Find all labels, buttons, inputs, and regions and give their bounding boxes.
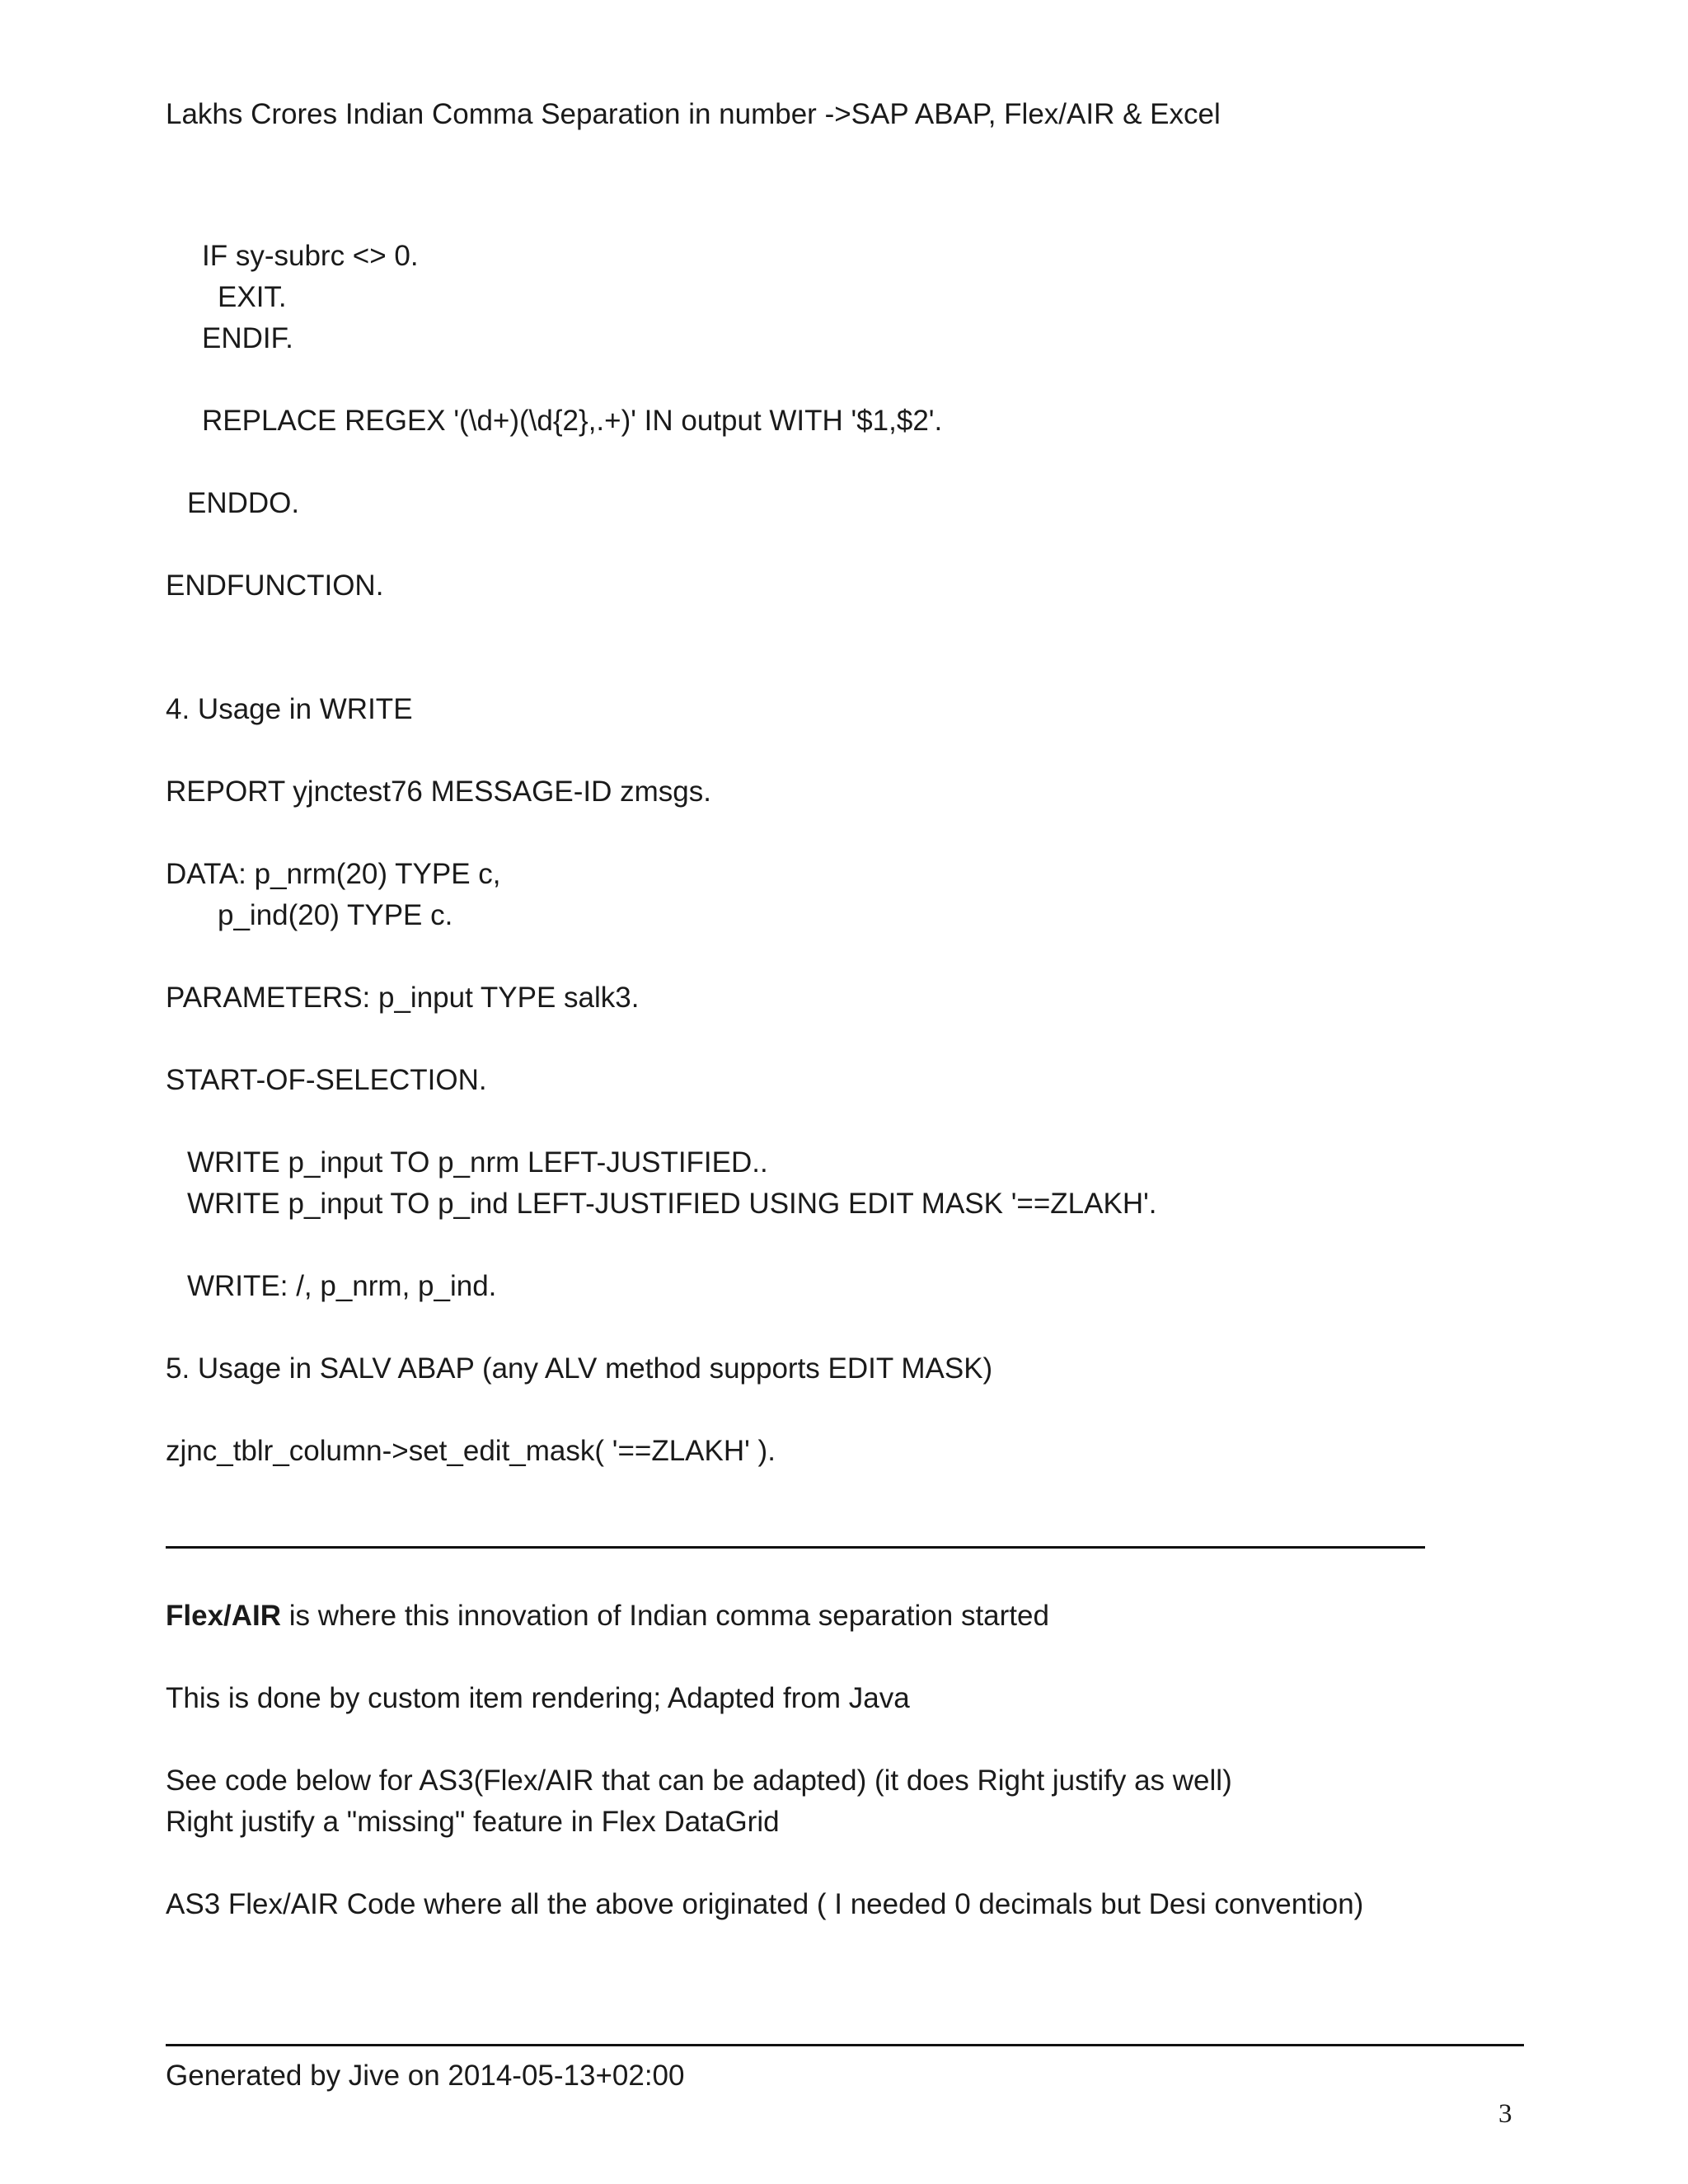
- footer-generated-text: Generated by Jive on 2014-05-13+02:00: [166, 2060, 685, 2092]
- code-endfunction: ENDFUNCTION.: [166, 569, 384, 602]
- page-number: 3: [1498, 2099, 1512, 2129]
- section-divider: [166, 1546, 1425, 1549]
- right-justify-text: Right justify a "missing" feature in Flex DataGrid: [166, 1806, 780, 1838]
- usage-salv-heading: 5. Usage in SALV ABAP (any ALV method supports EDIT MASK): [166, 1352, 993, 1385]
- code-report: REPORT yjnctest76 MESSAGE-ID zmsgs.: [166, 776, 711, 808]
- code-write-output: WRITE: /, p_nrm, p_ind.: [187, 1270, 497, 1302]
- code-replace-regex: REPLACE REGEX '(\d+)(\d{2},.+)' IN output WITH '$1,$2'.: [202, 405, 943, 437]
- code-data-decl-2: p_ind(20) TYPE c.: [218, 899, 453, 931]
- code-parameters: PARAMETERS: p_input TYPE salk3.: [166, 982, 640, 1014]
- code-enddo: ENDDO.: [187, 487, 300, 519]
- page-header-title: Lakhs Crores Indian Comma Separation in number ->SAP ABAP, Flex/AIR & Excel: [166, 98, 1221, 130]
- code-write-ind: WRITE p_input TO p_ind LEFT-JUSTIFIED USING EDIT MASK '==ZLAKH'.: [187, 1188, 1157, 1220]
- flex-air-paragraph: [166, 1599, 1049, 1633]
- code-set-edit-mask: zjnc_tblr_column->set_edit_mask( '==ZLAKH' ).: [166, 1435, 776, 1467]
- usage-write-heading: 4. Usage in WRITE: [166, 693, 413, 725]
- see-code-text: See code below for AS3(Flex/AIR that can be adapted) (it does Right justify as well): [166, 1765, 1232, 1797]
- custom-rendering-text: This is done by custom item rendering; Adapted from Java: [166, 1682, 910, 1714]
- code-write-nrm: WRITE p_input TO p_nrm LEFT-JUSTIFIED..: [187, 1146, 768, 1179]
- flex-air-bold-term: Flex/AIR: [166, 1600, 282, 1632]
- code-if-subrc: IF sy-subrc <> 0.: [202, 240, 419, 272]
- code-endif: ENDIF.: [202, 322, 293, 354]
- code-exit: EXIT.: [218, 281, 287, 313]
- flex-air-sentence: is where this innovation of Indian comma separation started: [281, 1600, 1049, 1632]
- code-start-of-selection: START-OF-SELECTION.: [166, 1064, 487, 1096]
- code-data-decl: DATA: p_nrm(20) TYPE c,: [166, 858, 501, 890]
- footer-rule: [166, 2044, 1524, 2046]
- as3-code-text: AS3 Flex/AIR Code where all the above originated ( I needed 0 decimals but Desi convention): [166, 1888, 1364, 1920]
